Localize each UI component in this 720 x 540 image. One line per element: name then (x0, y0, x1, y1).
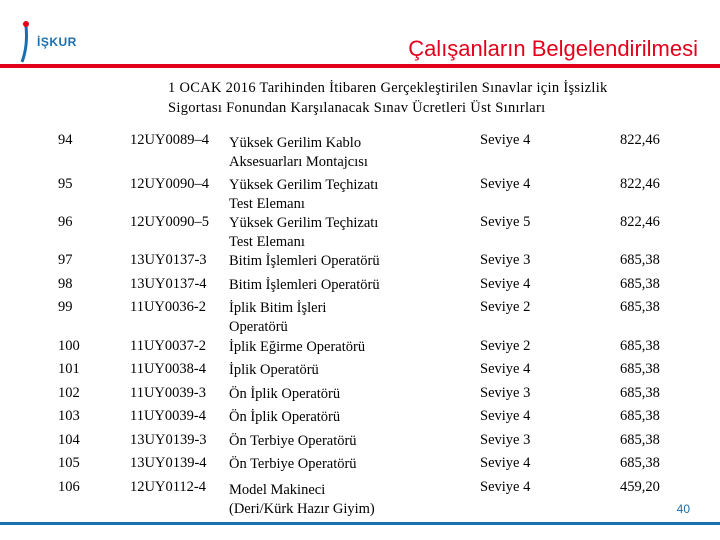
qualification-name-line-1: Yüksek Gerilim Kablo (229, 135, 362, 151)
qualification-name-line-1: Model Makineci (229, 482, 326, 498)
level: Seviye 4 (480, 479, 531, 495)
level: Seviye 3 (480, 432, 531, 448)
qualification-name (229, 481, 375, 519)
qualification-code: 13UY0139-4 (130, 455, 207, 471)
level: Seviye 3 (480, 252, 531, 268)
row-number: 95 (58, 176, 73, 192)
fee: 822,46 (620, 214, 660, 230)
row-number: 101 (58, 361, 80, 377)
qualification-name-line-1: Ön Terbiye Operatörü (229, 433, 357, 449)
qualification-name (229, 176, 378, 214)
fee: 685,38 (620, 385, 660, 401)
row-number: 98 (58, 276, 73, 292)
qualification-code: 11UY0039-4 (130, 408, 206, 424)
row-number: 105 (58, 455, 80, 471)
level: Seviye 5 (480, 214, 531, 230)
qualification-name-line-1: Bitim İşlemleri Operatörü (229, 277, 380, 293)
qualification-name-line-1: Ön İplik Operatörü (229, 409, 341, 425)
page-number: 40 (676, 502, 690, 516)
row-number: 102 (58, 385, 80, 401)
qualification-code: 13UY0139-3 (130, 432, 207, 448)
qualification-name-line-2: Operatörü (229, 319, 288, 335)
subtitle-line-2: Sigortası Fonundan Karşılanacak Sınav Ücretleri Üst Sınırları (168, 100, 546, 116)
qualification-name-line-1: İplik Eğirme Operatörü (229, 339, 366, 355)
fee: 685,38 (620, 455, 660, 471)
fee: 685,38 (620, 408, 660, 424)
footer-divider (0, 522, 720, 525)
qualification-name (229, 338, 365, 357)
qualification-code: 11UY0038-4 (130, 361, 206, 377)
level: Seviye 3 (480, 385, 531, 401)
qualification-code: 12UY0090–5 (130, 214, 209, 230)
fee: 822,46 (620, 132, 660, 148)
qualification-name-line-1: Yüksek Gerilim Teçhizatı (229, 177, 379, 193)
row-number: 100 (58, 338, 80, 354)
subtitle-line-1: 1 OCAK 2016 Tarihinden İtibaren Gerçekleştirilen Sınavlar için İşsizlik (168, 80, 608, 96)
qualification-name (229, 134, 368, 172)
qualification-code: 12UY0112-4 (130, 479, 206, 495)
level: Seviye 4 (480, 132, 531, 148)
qualification-code: 11UY0039-3 (130, 385, 206, 401)
qualification-code: 11UY0037-2 (130, 338, 206, 354)
qualification-name (229, 432, 357, 451)
page-title: Çalışanların Belgelendirilmesi (408, 36, 698, 61)
level: Seviye 4 (480, 176, 531, 192)
qualification-name-line-2: Test Elemanı (229, 196, 305, 212)
qualification-name (229, 385, 340, 404)
fee: 822,46 (620, 176, 660, 192)
row-number: 106 (58, 479, 80, 495)
level: Seviye 4 (480, 276, 531, 292)
row-number: 94 (58, 132, 73, 148)
row-number: 99 (58, 299, 73, 315)
qualification-name-line-1: Ön Terbiye Operatörü (229, 456, 357, 472)
qualification-name-line-2: (Deri/Kürk Hazır Giyim) (229, 501, 375, 517)
qualification-name-line-1: Ön İplik Operatörü (229, 386, 341, 402)
row-number: 96 (58, 214, 73, 230)
fee: 685,38 (620, 252, 660, 268)
level: Seviye 4 (480, 361, 531, 377)
row-number: 104 (58, 432, 80, 448)
qualification-code: 12UY0089–4 (130, 132, 209, 148)
logo-text: İŞKUR (37, 35, 77, 49)
qualification-name-line-1: Bitim İşlemleri Operatörü (229, 253, 380, 269)
qualification-name (229, 455, 357, 474)
level: Seviye 4 (480, 408, 531, 424)
level: Seviye 2 (480, 299, 531, 315)
level: Seviye 4 (480, 455, 531, 471)
qualification-name (229, 361, 319, 380)
qualification-name-line-1: İplik Bitim İşleri (229, 300, 327, 316)
qualification-code: 12UY0090–4 (130, 176, 209, 192)
qualification-code: 11UY0036-2 (130, 299, 206, 315)
row-number: 103 (58, 408, 80, 424)
qualification-name (229, 252, 380, 271)
qualification-name-line-1: Yüksek Gerilim Teçhizatı (229, 215, 379, 231)
fee: 685,38 (620, 432, 660, 448)
fee: 685,38 (620, 338, 660, 354)
fee: 685,38 (620, 299, 660, 315)
qualification-name (229, 276, 380, 295)
qualification-name (229, 214, 378, 252)
qualification-name-line-2: Test Elemanı (229, 234, 305, 250)
title-divider (0, 64, 720, 68)
qualification-code: 13UY0137-3 (130, 252, 207, 268)
fee: 459,20 (620, 479, 660, 495)
row-number: 97 (58, 252, 73, 268)
fee: 685,38 (620, 276, 660, 292)
qualification-name (229, 408, 340, 427)
subtitle (168, 78, 708, 118)
level: Seviye 2 (480, 338, 531, 354)
qualification-name-line-1: İplik Operatörü (229, 362, 319, 378)
fee: 685,38 (620, 361, 660, 377)
qualification-name (229, 299, 326, 337)
qualification-code: 13UY0137-4 (130, 276, 207, 292)
qualification-name-line-2: Aksesuarları Montajcısı (229, 154, 368, 170)
